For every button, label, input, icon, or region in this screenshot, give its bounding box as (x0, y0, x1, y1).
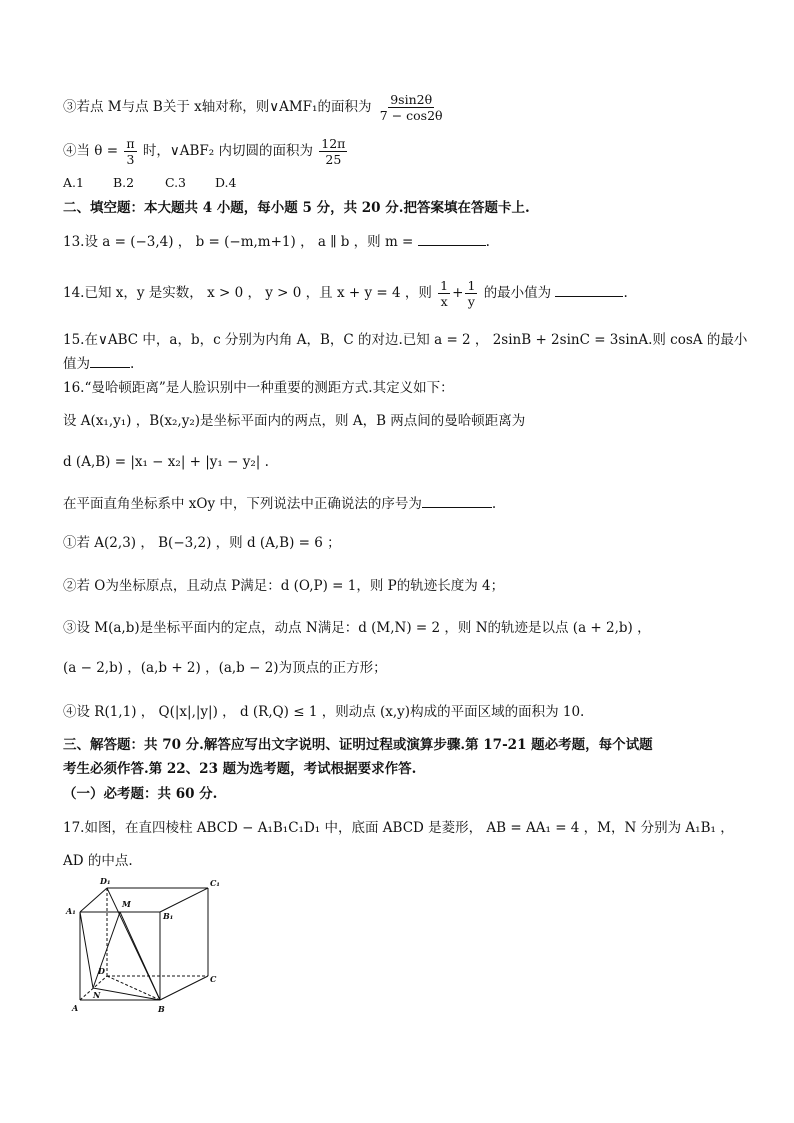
fraction-numerator: 9sin2θ (390, 92, 433, 107)
q12-item3-text: ③若点 M与点 B关于 x轴对称，则∨AMF₁的面积为 (63, 99, 372, 115)
segment-d1-b (107, 888, 160, 1000)
q16-line1: 16.“曼哈顿距离”是人脸识别中一种重要的测距方式.其定义如下： (63, 380, 454, 396)
fraction-denominator: 3 (126, 152, 135, 167)
choice-c: C.3 (164, 175, 187, 190)
label-d1: D₁ (100, 876, 111, 886)
q14-end: . (623, 285, 628, 301)
q15-line1: 15.在∨ABC 中，a，b，c 分别为内角 A，B，C 的对边.已知 a = 2 ， 2sinB + 2sinC = 3sinA.则 cosA 的最小 (63, 332, 748, 348)
q12-item4-area-fraction (319, 136, 347, 167)
fraction-numerator: 1 (467, 278, 476, 293)
prism-figure (60, 872, 230, 1020)
q13-end: . (485, 234, 490, 250)
fraction-numerator: π (126, 136, 135, 151)
q14-text-b: 的最小值为 (483, 285, 552, 301)
q15-answer-blank (90, 354, 130, 368)
edge-b1-c1 (160, 888, 208, 912)
edge-b1-c1-hidden-ref (150, 888, 208, 912)
choice-a: A.1 (63, 175, 84, 190)
q12-item3 (63, 92, 447, 123)
label-b: B (158, 1004, 165, 1014)
edge-a1-d1 (80, 888, 107, 912)
q14 (63, 278, 628, 309)
fraction-denominator: 25 (325, 152, 342, 167)
q16-item4: ④设 R(1,1) ， Q(|x|,|y|) ， d (R,Q) ≤ 1 ，则动点 (x,y)构成的平面区域的面积为 10. (63, 704, 585, 720)
fraction-denominator: 7 − cos2θ (379, 108, 443, 123)
label-a: A (72, 1003, 79, 1013)
q16-answer-blank (422, 494, 492, 508)
q16-line2: 设 A(x₁,y₁) ，B(x₂,y₂)是坐标平面内的两点，则 A，B 两点间的曼哈顿距离为 (63, 413, 526, 429)
q14-plus: + (452, 285, 464, 301)
edge-b-c (160, 976, 208, 1000)
label-n: N (93, 990, 101, 1000)
q16-line4-text: 在平面直角坐标系中 xOy 中，下列说法中正确说法的序号为 (63, 496, 422, 512)
q14-fraction-1 (438, 278, 450, 309)
choice-d: D.4 (214, 175, 237, 190)
segment-d-b (107, 976, 160, 1000)
q14-text-a: 14.已知 x，y 是实数， x > 0 ， y > 0 ，且 x + y = 4 ，则 (63, 285, 432, 301)
label-m: M (122, 899, 131, 909)
q15-line2-text: 值为 (63, 356, 90, 372)
q15-line2 (63, 354, 134, 373)
q16-item3b: (a − 2,b) ，(a,b + 2) ，(a,b − 2)为顶点的正方形； (63, 660, 387, 676)
q17-line1: 17.如图，在直四棱柱 ABCD − A₁B₁C₁D₁ 中，底面 ABCD 是菱形， AB = AA₁ = 4 ，M，N 分别为 A₁B₁ ， (63, 820, 734, 836)
q12-item4-text-a: ④当 θ = (63, 143, 119, 159)
segment-a1-n (80, 912, 93, 988)
q16-item2: ②若 O为坐标原点，且动点 P满足：d (O,P) = 1，则 P的轨迹长度为 4； (63, 578, 505, 594)
q12-choices (63, 174, 236, 192)
choice-b: B.2 (112, 175, 135, 190)
fraction-numerator: 1 (440, 278, 449, 293)
label-c: C (210, 974, 217, 984)
q12-item4 (63, 136, 349, 167)
label-c1: C₁ (210, 878, 220, 888)
prism-diagram (60, 872, 230, 1020)
q15-end: . (130, 356, 135, 372)
segment-n-b (93, 988, 160, 1000)
q16-formula: d (A,B) = |x₁ − x₂| + |y₁ − y₂| . (63, 454, 269, 470)
q14-answer-blank (555, 283, 623, 297)
subsection-heading: （一）必考题：共 60 分. (63, 786, 218, 802)
q17-line2: AD 的中点. (63, 853, 133, 869)
fraction-denominator: y (467, 294, 475, 309)
label-b1: B₁ (163, 911, 174, 921)
label-d: D (98, 966, 105, 976)
q13 (63, 232, 490, 251)
fraction-denominator: x (440, 294, 448, 309)
q16-item3a: ③设 M(a,b)是坐标平面内的定点，动点 N满足：d (M,N) = 2 ，则 N的轨迹是以点 (a + 2,b) ， (63, 620, 651, 636)
q12-item3-fraction (378, 92, 445, 123)
section3-heading-line2: 考生必须作答.第 22、23 题为选考题，考试根据要求作答. (63, 761, 417, 777)
q12-item4-theta-fraction (124, 136, 136, 167)
q14-fraction-2 (465, 278, 477, 309)
section3-heading-line1: 三、解答题：共 70 分.解答应写出文字说明、证明过程或演算步骤.第 17-21 题必考题，每个试题 (63, 737, 653, 753)
fraction-numerator: 12π (321, 136, 346, 151)
q16-line4 (63, 494, 496, 513)
q13-answer-blank (418, 232, 486, 246)
section2-heading: 二、填空题：本大题共 4 小题，每小题 5 分，共 20 分.把答案填在答题卡上. (63, 200, 530, 216)
label-a1: A₁ (66, 906, 76, 916)
q16-item1: ①若 A(2,3) ， B(−3,2) ，则 d (A,B) = 6 ； (63, 535, 341, 551)
q16-line4-end: . (491, 496, 497, 512)
q12-item4-text-b: 时，∨ABF₂ 内切圆的面积为 (142, 143, 313, 159)
q13-text: 13.设 a = (−3,4) ， b = (−m,m+1) ， a ∥ b ，则 m = (63, 234, 414, 250)
